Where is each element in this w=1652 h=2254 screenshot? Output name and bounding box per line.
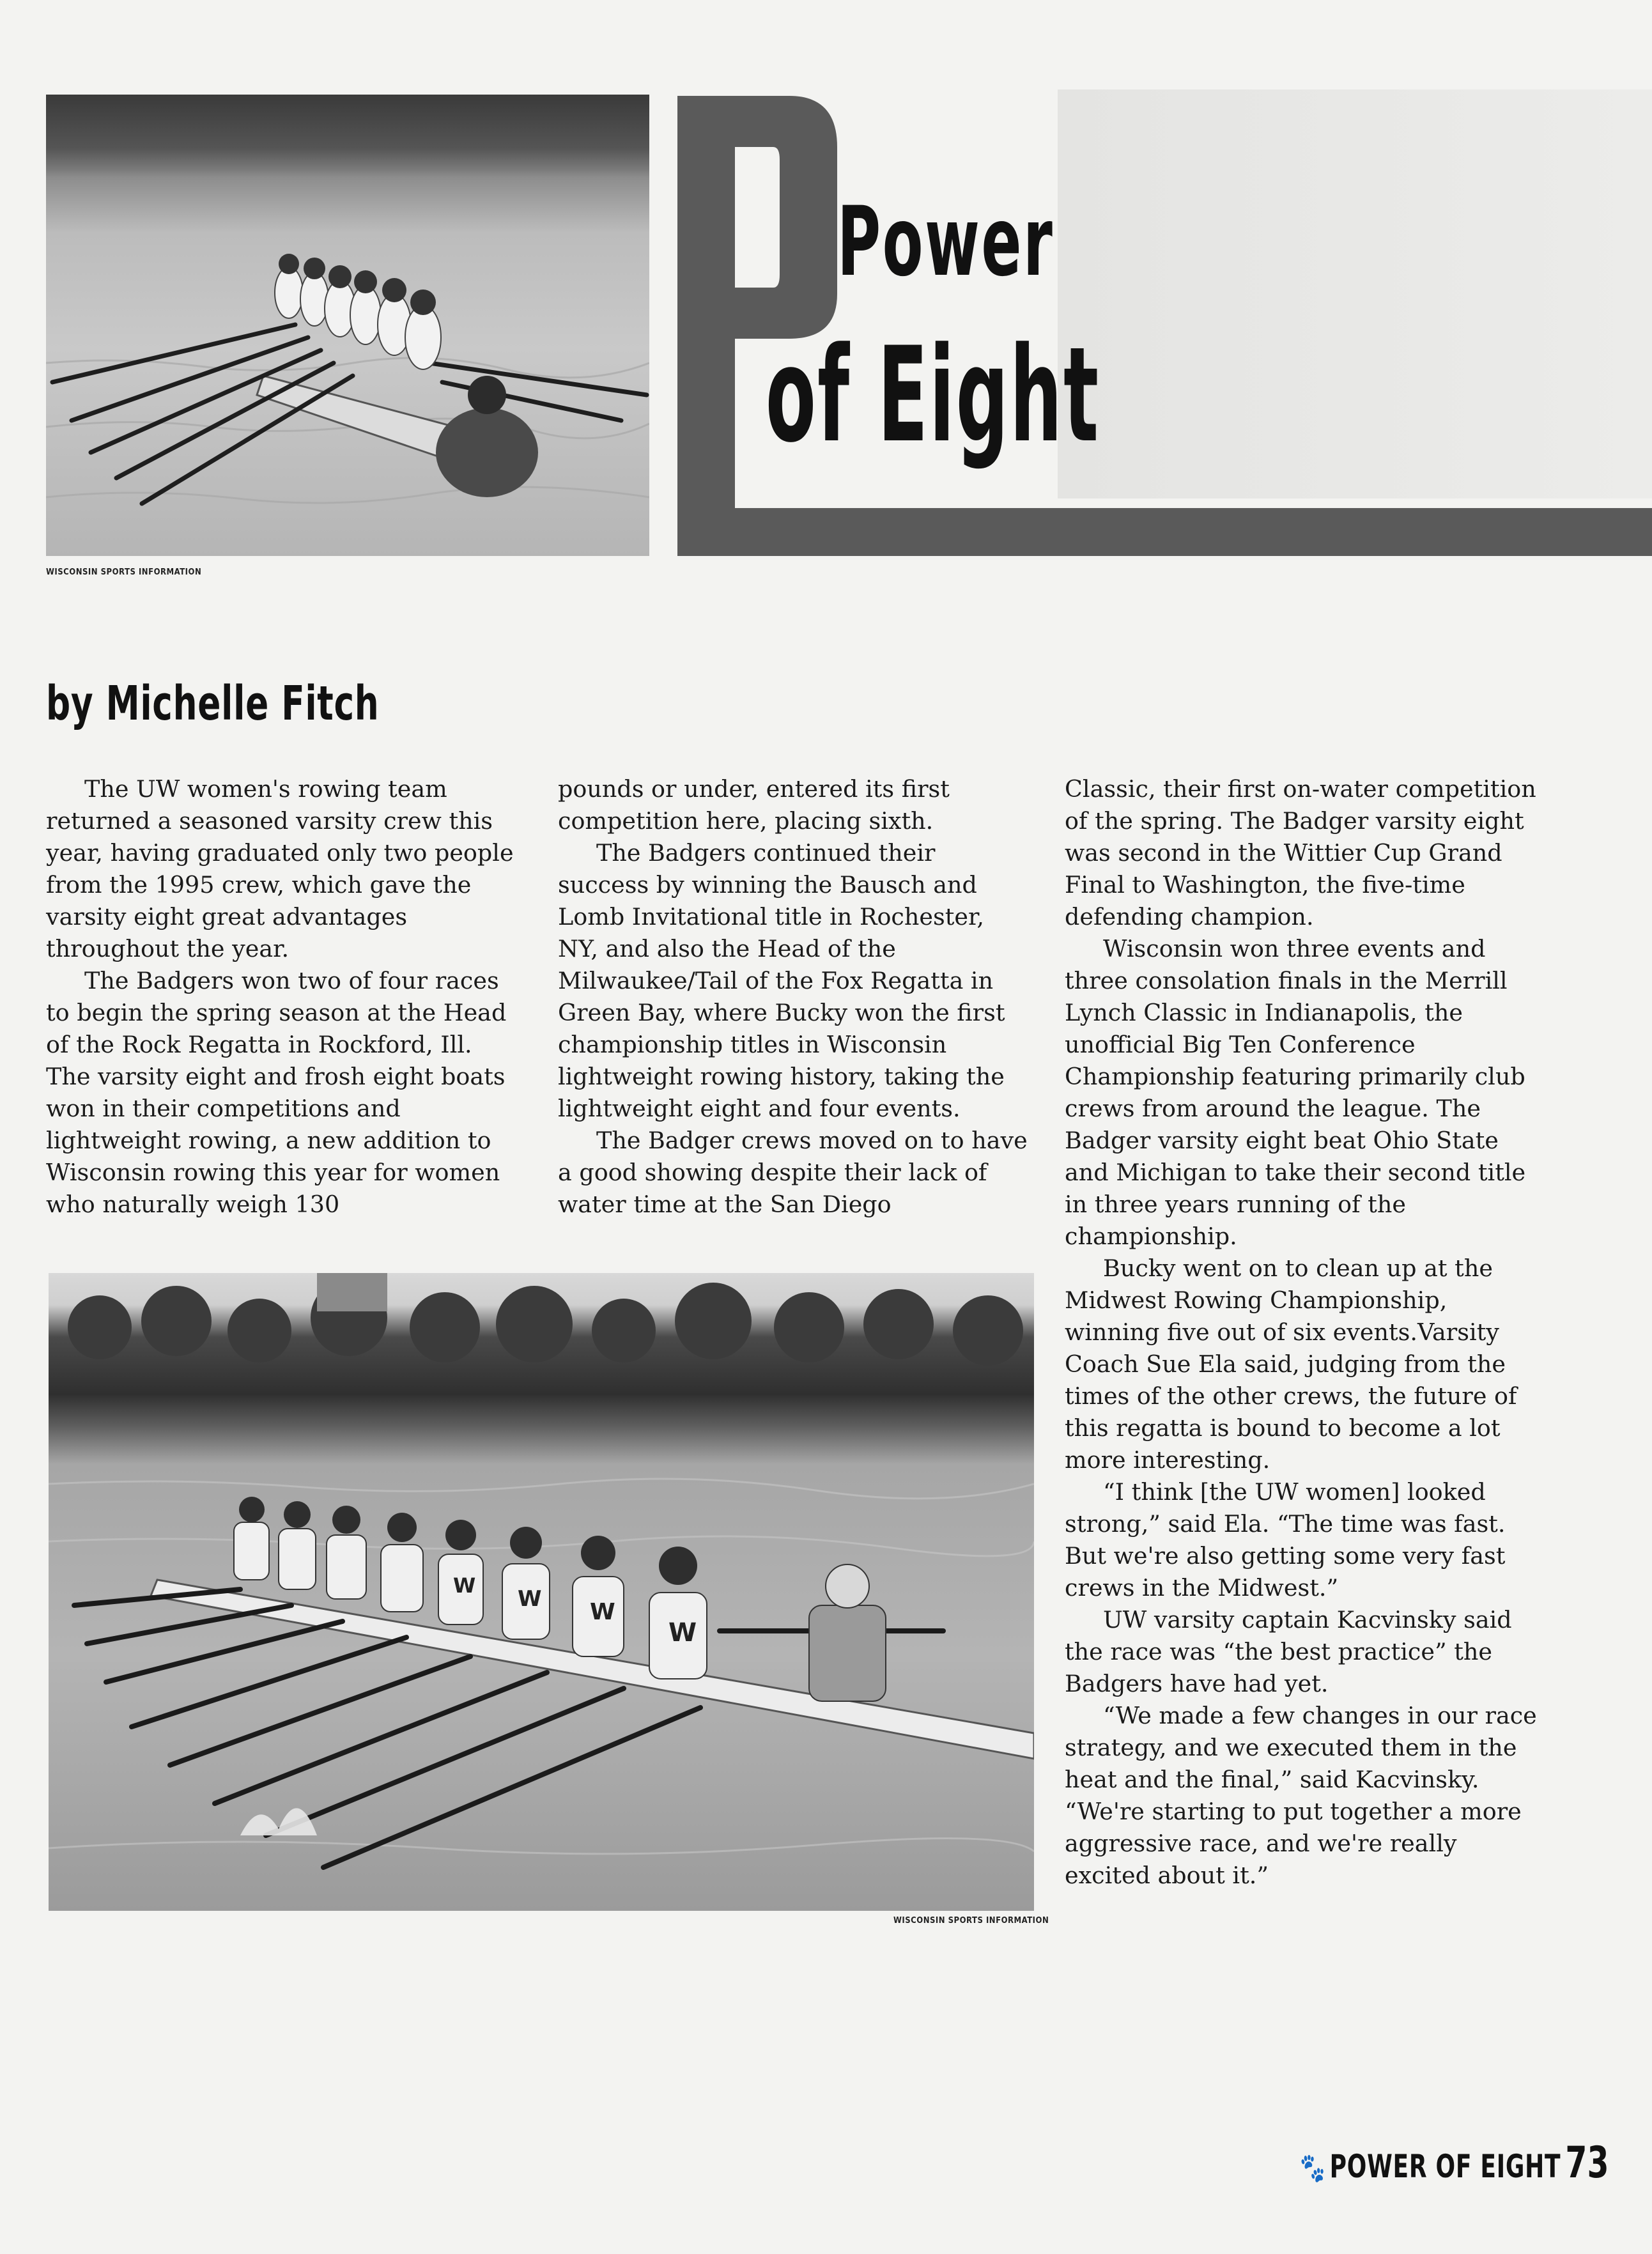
rowers-illustration-top: [46, 95, 649, 556]
title-line-2: of Eight: [766, 320, 1100, 472]
paragraph: Bucky went on to clean up at the Midwest Rowing Championship, winning five out of six events.Varsity Coach Sue Ela said, judging from the times of the other crews, the future of this regatta is bound to become a lot more interesting.: [1065, 1254, 1517, 1474]
article-column-1: [46, 773, 519, 1221]
title-rule-bar: [735, 508, 1652, 556]
rowing-photo-bottom: [49, 1273, 1034, 1911]
jersey-letter: W: [590, 1599, 615, 1625]
photo-credit-bottom: WISCONSIN SPORTS INFORMATION: [893, 1916, 1049, 1926]
paragraph: “I think [the UW women] looked strong,” said Ela. “The time was fast. But we're also getting some very fast crews in the Midwest.”: [1065, 1478, 1506, 1602]
paragraph: Classic, their first on-water competition of the spring. The Badger varsity eight was second in the Wittier Cup Grand Final to Washington, the five-time defending champion.: [1065, 775, 1536, 930]
page-number: 73: [1565, 2138, 1609, 2188]
jersey-letter: W: [668, 1618, 697, 1648]
photo-credit-top: WISCONSIN SPORTS INFORMATION: [46, 567, 202, 577]
article-column-3: [1065, 773, 1538, 1892]
paragraph: The Badgers won two of four races to begin the spring season at the Head of the Rock Regatta in Rockford, Ill. The varsity eight and frosh eight boats won in their competitions and lightweight rowing, a new addition to Wisconsin rowing this year for women who naturally weigh 130: [46, 967, 507, 1218]
paragraph: “We made a few changes in our race strategy, and we executed them in the heat and the final,” said Kacvinsky. “We're starting to put together a more aggressive race, and we're really excited about it.”: [1065, 1702, 1537, 1889]
paragraph: pounds or under, entered its first competition here, placing sixth.: [558, 775, 950, 835]
title-line-1: Power: [837, 187, 1054, 298]
page-folio: [1300, 2138, 1609, 2188]
paragraph: The UW women's rowing team returned a seasoned varsity crew this year, having graduated only two people from the 1995 crew, which gave the varsity eight great advantages throughout the year.: [46, 775, 514, 962]
paragraph: The Badger crews moved on to have a good showing despite their lack of water time at the San Diego: [558, 1127, 1028, 1218]
bleed-through-panel: [1058, 89, 1652, 498]
jersey-letter: W: [453, 1573, 476, 1598]
jersey-letter: W: [518, 1586, 542, 1612]
paw-icon: 🐾: [1300, 2152, 1325, 2184]
section-label: POWER OF EIGHT: [1329, 2148, 1561, 2185]
article-column-2: [558, 773, 1031, 1221]
paragraph: Wisconsin won three events and three consolation finals in the Merrill Lynch Classic in Indianapolis, the unofficial Big Ten Conference Championship featuring primarily club crews from around the league. The Badger varsity eight beat Ohio State and Michigan to take their second title in three years running of the championship.: [1065, 935, 1526, 1250]
rowing-photo-top: [46, 95, 649, 556]
byline: by Michelle Fitch: [46, 676, 380, 731]
paragraph: The Badgers continued their success by winning the Bausch and Lomb Invitational title in Rochester, NY, and also the Head of the Milwaukee/Tail of the Fox Regatta in Green Bay, where Bucky won the first championship titles in Wisconsin lightweight rowing history, taking the lightweight eight and four events.: [558, 839, 1005, 1122]
paragraph: UW varsity captain Kacvinsky said the race was “the best practice” the Badgers have had yet.: [1065, 1606, 1512, 1697]
